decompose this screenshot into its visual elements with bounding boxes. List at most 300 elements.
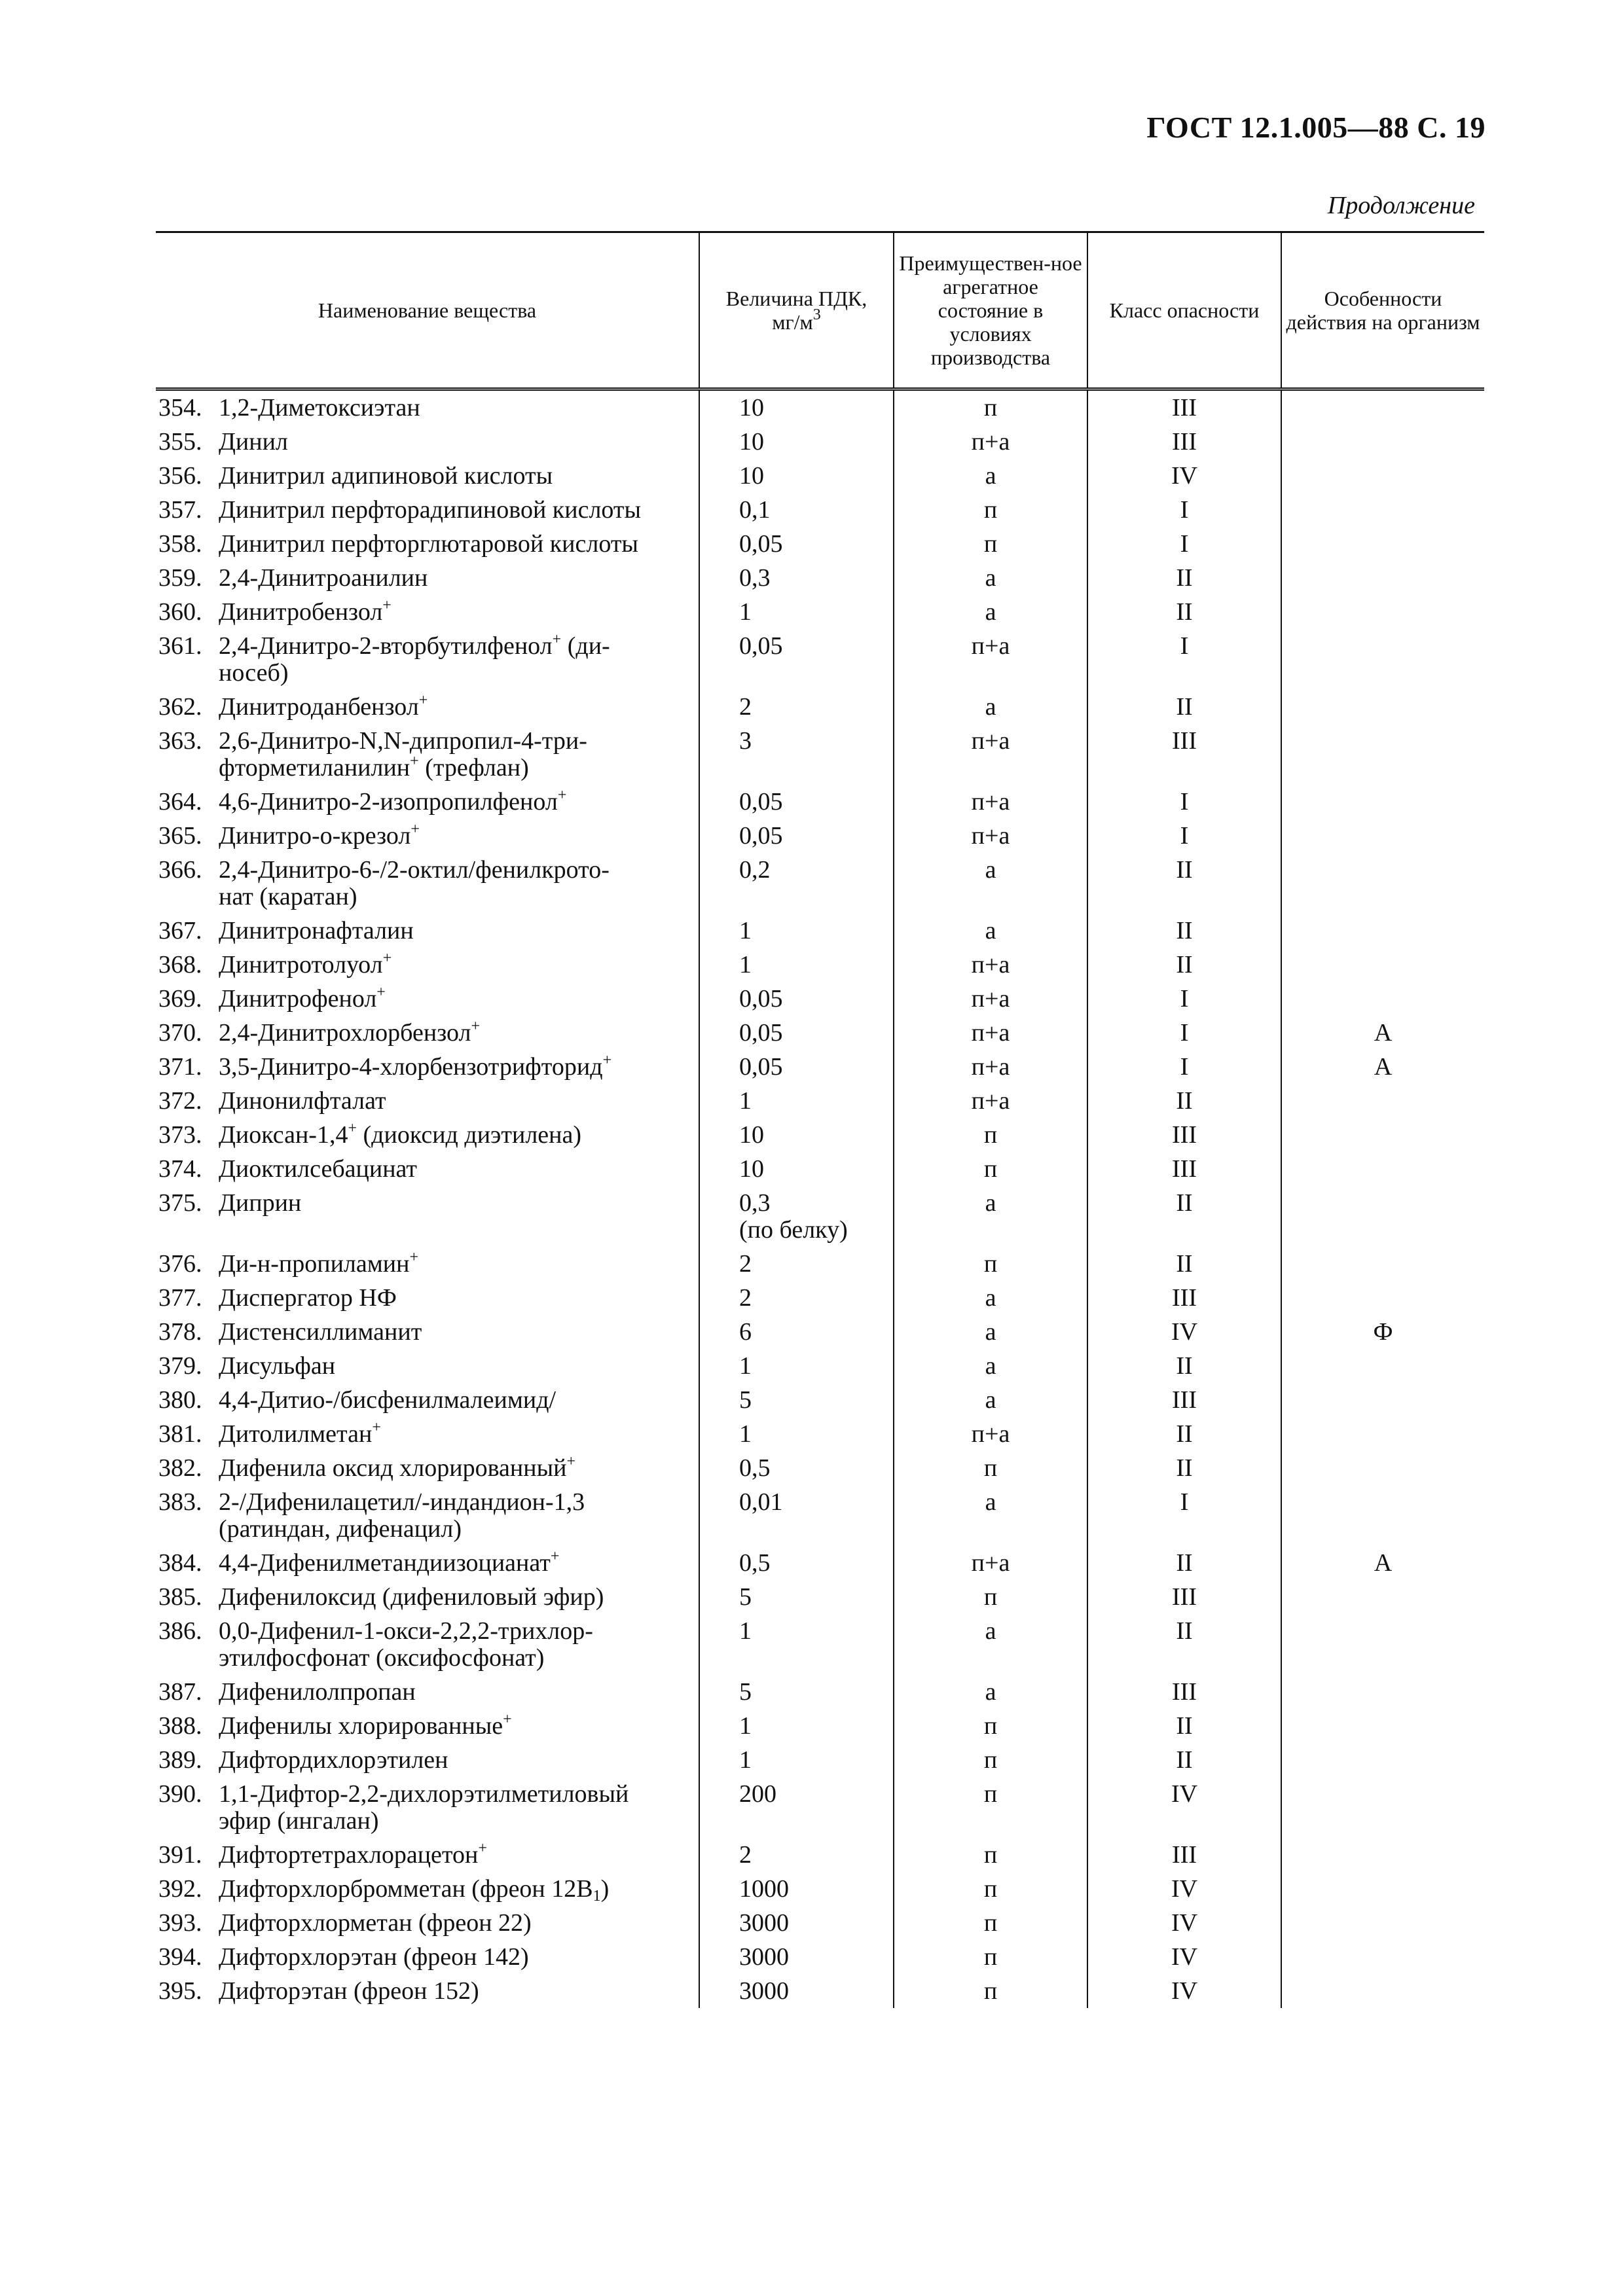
substance-name-cont bbox=[219, 884, 693, 910]
feature-cell bbox=[1281, 1580, 1484, 1614]
feature-cell: А bbox=[1281, 1016, 1484, 1050]
hazard-class-cell: IV bbox=[1087, 1974, 1281, 2008]
substance-name-text: Динитрил адипиновой кислоты bbox=[219, 462, 553, 490]
substance-name bbox=[219, 1876, 693, 1903]
row-number: 386. bbox=[158, 1617, 202, 1645]
hazard-class-cell: II bbox=[1087, 1451, 1281, 1485]
pdk-value: 10 bbox=[739, 428, 764, 456]
substance-name-text: Ди-н-пропиламин bbox=[219, 1250, 410, 1278]
state-cell: п bbox=[894, 1777, 1087, 1838]
page-header: ГОСТ 12.1.005—88 С. 19 bbox=[1146, 111, 1486, 144]
superscript: + bbox=[372, 1419, 381, 1436]
feature-cell bbox=[1281, 1383, 1484, 1417]
substance-cell bbox=[156, 1050, 699, 1084]
pdk-cell bbox=[699, 948, 894, 982]
row-number: 360. bbox=[158, 598, 202, 626]
state-cell: п bbox=[894, 1974, 1087, 2008]
table-header-row bbox=[156, 232, 1484, 389]
substance-cell bbox=[156, 1580, 699, 1614]
substance-name-text: Дитолилметан bbox=[219, 1420, 373, 1448]
hazard-class-cell: III bbox=[1087, 724, 1281, 785]
row-number: 367. bbox=[158, 917, 202, 944]
state-cell: п+а bbox=[894, 1016, 1087, 1050]
table-row bbox=[156, 1281, 1484, 1315]
col-header-name: Наименование вещества bbox=[156, 232, 699, 389]
substance-name bbox=[219, 1713, 693, 1740]
substance-name bbox=[219, 952, 693, 978]
state-cell: п bbox=[894, 1118, 1087, 1152]
state-cell: п+а bbox=[894, 425, 1087, 459]
col-header-pdk bbox=[699, 232, 894, 389]
substance-name bbox=[219, 986, 693, 1013]
table-row bbox=[156, 1777, 1484, 1838]
pdk-cell bbox=[699, 493, 894, 527]
state-cell: а bbox=[894, 1383, 1087, 1417]
substance-cell bbox=[156, 819, 699, 853]
substance-cell bbox=[156, 459, 699, 493]
hazard-class-cell: II bbox=[1087, 1614, 1281, 1675]
substance-name bbox=[219, 823, 693, 850]
table-row bbox=[156, 785, 1484, 819]
pdk-cell bbox=[699, 595, 894, 629]
substance-line bbox=[158, 565, 693, 592]
superscript: + bbox=[348, 1120, 357, 1137]
substance-line bbox=[158, 1190, 693, 1217]
state-cell: а bbox=[894, 1485, 1087, 1546]
feature-cell bbox=[1281, 1485, 1484, 1546]
table-row bbox=[156, 1838, 1484, 1872]
substance-name-text: фторметиланилин bbox=[219, 754, 410, 781]
substance-name bbox=[219, 1679, 693, 1706]
substance-line bbox=[158, 633, 693, 660]
superscript: + bbox=[410, 821, 420, 838]
state-cell: п bbox=[894, 1709, 1087, 1743]
hazard-class-cell: IV bbox=[1087, 1940, 1281, 1974]
substance-line bbox=[158, 1747, 693, 1774]
row-number: 375. bbox=[158, 1189, 202, 1217]
substance-line bbox=[158, 463, 693, 490]
substance-name-text: Дифенилоксид (дифениловый эфир) bbox=[219, 1583, 604, 1611]
pdk-cell bbox=[699, 1838, 894, 1872]
substance-name bbox=[219, 531, 693, 558]
substance-line bbox=[158, 823, 693, 850]
substance-line bbox=[158, 1285, 693, 1312]
pdk-cell bbox=[699, 1281, 894, 1315]
pdk-value: 0,2 bbox=[739, 856, 771, 884]
state-cell: п+а bbox=[894, 1050, 1087, 1084]
pdk-cell bbox=[699, 561, 894, 595]
substance-name bbox=[219, 1781, 693, 1808]
substance-cell bbox=[156, 1152, 699, 1186]
substance-cell bbox=[156, 690, 699, 724]
pdk-cell bbox=[699, 1050, 894, 1084]
substance-cell bbox=[156, 1084, 699, 1118]
pdk-value: 5 bbox=[739, 1678, 752, 1706]
substance-cell bbox=[156, 948, 699, 982]
state-cell: п bbox=[894, 1906, 1087, 1940]
table-row bbox=[156, 1016, 1484, 1050]
hazard-class-cell: III bbox=[1087, 425, 1281, 459]
table-row bbox=[156, 1315, 1484, 1349]
substance-name-text: 4,4-Дифенилметандиизоцианат bbox=[219, 1549, 551, 1577]
substance-name-suffix: (трефлан) bbox=[418, 754, 529, 781]
pdk-cell bbox=[699, 1675, 894, 1709]
substance-line bbox=[158, 1122, 693, 1149]
substance-name bbox=[219, 599, 693, 626]
row-number: 359. bbox=[158, 564, 202, 592]
pdk-cell bbox=[699, 1940, 894, 1974]
substance-name bbox=[219, 1156, 693, 1183]
pdk-value: 6 bbox=[739, 1318, 752, 1346]
substance-name-suffix: (ди- bbox=[561, 632, 610, 660]
substance-name-text: Диоктилсебацинат bbox=[219, 1155, 418, 1183]
substance-cell bbox=[156, 1247, 699, 1281]
col-header-pdk-sup: 3 bbox=[812, 306, 821, 323]
state-cell: а bbox=[894, 1315, 1087, 1349]
substance-cell bbox=[156, 561, 699, 595]
pdk-cell bbox=[699, 914, 894, 948]
substance-cell bbox=[156, 914, 699, 948]
substance-line-2 bbox=[158, 660, 693, 687]
substance-cell bbox=[156, 425, 699, 459]
feature-cell bbox=[1281, 1084, 1484, 1118]
substance-name bbox=[219, 1251, 693, 1278]
substance-line bbox=[158, 429, 693, 456]
pdk-cell bbox=[699, 1709, 894, 1743]
substance-name-text: Динитроданбензол bbox=[219, 693, 419, 721]
hazard-class-cell: II bbox=[1087, 1247, 1281, 1281]
substance-line bbox=[158, 1944, 693, 1971]
substance-cell bbox=[156, 527, 699, 561]
substance-name-text: Дифторэтан (фреон 152) bbox=[219, 1977, 479, 2005]
hazard-class-cell: IV bbox=[1087, 1777, 1281, 1838]
col-header-features: Особенности действия на организм bbox=[1281, 232, 1484, 389]
state-cell: а bbox=[894, 459, 1087, 493]
feature-cell bbox=[1281, 819, 1484, 853]
col-header-state: Преимуществен-ное агрегатное состояние в условиях производства bbox=[894, 232, 1087, 389]
hazard-class-cell: II bbox=[1087, 914, 1281, 948]
indent bbox=[158, 1645, 219, 1672]
substance-name-text: Диспергатор НФ bbox=[219, 1284, 397, 1312]
feature-cell bbox=[1281, 690, 1484, 724]
table-row bbox=[156, 1940, 1484, 1974]
substance-line bbox=[158, 1387, 693, 1414]
pdk-cell bbox=[699, 1777, 894, 1838]
superscript: + bbox=[478, 1840, 487, 1857]
substance-name bbox=[219, 1455, 693, 1482]
pdk-cell bbox=[699, 1906, 894, 1940]
pdk-cell bbox=[699, 1016, 894, 1050]
substance-line-2 bbox=[158, 1808, 693, 1835]
hazard-class-cell: I bbox=[1087, 785, 1281, 819]
superscript: + bbox=[550, 1548, 560, 1565]
hazard-class-cell: III bbox=[1087, 389, 1281, 425]
pdk-value: 0,05 bbox=[739, 985, 783, 1013]
substance-name-text: Дифторхлорбромметан (фреон 12В bbox=[219, 1875, 593, 1903]
table-row bbox=[156, 1709, 1484, 1743]
substance-name-text: нат (каратан) bbox=[219, 883, 357, 910]
pdk-value: 1 bbox=[739, 951, 752, 978]
feature-cell bbox=[1281, 1974, 1484, 2008]
row-number: 389. bbox=[158, 1746, 202, 1774]
row-number: 374. bbox=[158, 1155, 202, 1183]
feature-cell bbox=[1281, 1118, 1484, 1152]
substance-name bbox=[219, 1054, 693, 1081]
feature-cell bbox=[1281, 459, 1484, 493]
table-body bbox=[156, 389, 1484, 2009]
feature-cell bbox=[1281, 425, 1484, 459]
substance-name bbox=[219, 633, 693, 660]
hazard-class-cell: I bbox=[1087, 982, 1281, 1016]
substance-name-text: Динитротолуол bbox=[219, 951, 383, 978]
table-row bbox=[156, 1050, 1484, 1084]
substance-cell bbox=[156, 493, 699, 527]
substance-line bbox=[158, 694, 693, 721]
substance-name bbox=[219, 1319, 693, 1346]
substance-line bbox=[158, 1088, 693, 1115]
substance-name-cont bbox=[219, 660, 693, 687]
pdk-value: 0,01 bbox=[739, 1488, 783, 1516]
superscript: + bbox=[557, 787, 567, 804]
substance-name-text: 1,1-Дифтор-2,2-дихлорэтилметиловый bbox=[219, 1780, 629, 1808]
feature-cell bbox=[1281, 1417, 1484, 1451]
feature-cell bbox=[1281, 389, 1484, 425]
substance-name-cont bbox=[219, 1808, 693, 1835]
substance-cell bbox=[156, 1906, 699, 1940]
row-number: 361. bbox=[158, 632, 202, 660]
row-number: 385. bbox=[158, 1583, 202, 1611]
hazard-class-cell: III bbox=[1087, 1580, 1281, 1614]
state-cell: а bbox=[894, 1186, 1087, 1247]
pdk-value: 10 bbox=[739, 1155, 764, 1183]
pdk-value: 1 bbox=[739, 598, 752, 626]
col-header-pdk-line1: Величина ПДК, bbox=[725, 287, 867, 310]
feature-cell bbox=[1281, 1777, 1484, 1838]
hazard-class-cell: I bbox=[1087, 629, 1281, 690]
table-row bbox=[156, 1743, 1484, 1777]
pdk-value: 1 bbox=[739, 1087, 752, 1115]
hazard-class-cell: I bbox=[1087, 1050, 1281, 1084]
table-row bbox=[156, 425, 1484, 459]
substance-cell bbox=[156, 785, 699, 819]
superscript: + bbox=[382, 597, 392, 614]
row-number: 368. bbox=[158, 951, 202, 978]
feature-cell bbox=[1281, 853, 1484, 914]
substance-name bbox=[219, 1944, 693, 1971]
table-row bbox=[156, 527, 1484, 561]
state-cell: а bbox=[894, 914, 1087, 948]
feature-cell bbox=[1281, 1675, 1484, 1709]
substance-cell bbox=[156, 1675, 699, 1709]
substance-name-text: Динитронафталин bbox=[219, 917, 414, 944]
pdk-cell bbox=[699, 1743, 894, 1777]
substance-name-text: Дифтордихлорэтилен bbox=[219, 1746, 448, 1774]
substance-cell bbox=[156, 1872, 699, 1906]
pdk-cell bbox=[699, 724, 894, 785]
row-number: 388. bbox=[158, 1712, 202, 1740]
state-cell: а bbox=[894, 561, 1087, 595]
pdk-value: 2 bbox=[739, 1250, 752, 1278]
continuation-label: Продолжение bbox=[1327, 192, 1475, 219]
substance-cell bbox=[156, 1315, 699, 1349]
state-cell: а bbox=[894, 1614, 1087, 1675]
feature-cell bbox=[1281, 982, 1484, 1016]
substance-line bbox=[158, 918, 693, 944]
substance-name bbox=[219, 1122, 693, 1149]
pdk-cell bbox=[699, 459, 894, 493]
feature-cell bbox=[1281, 527, 1484, 561]
substance-name bbox=[219, 1489, 693, 1516]
pdk-value: 1 bbox=[739, 1352, 752, 1380]
substance-cell bbox=[156, 982, 699, 1016]
substance-line bbox=[158, 1876, 693, 1903]
superscript: + bbox=[409, 1249, 419, 1266]
state-cell: п+а bbox=[894, 629, 1087, 690]
substance-name-text: Динил bbox=[219, 428, 288, 456]
pdk-note: (по белку) bbox=[739, 1216, 848, 1244]
substance-line bbox=[158, 1910, 693, 1937]
pdk-cell bbox=[699, 1485, 894, 1546]
hazard-class-cell: II bbox=[1087, 948, 1281, 982]
substance-cell bbox=[156, 1281, 699, 1315]
substance-cell bbox=[156, 1940, 699, 1974]
pdk-value: 10 bbox=[739, 462, 764, 490]
pdk-value: 0,5 bbox=[739, 1454, 771, 1482]
pdk-value: 0,1 bbox=[739, 496, 771, 524]
subscript: 1 bbox=[593, 1888, 601, 1905]
feature-cell bbox=[1281, 1247, 1484, 1281]
table-row bbox=[156, 1152, 1484, 1186]
pdk-value: 1000 bbox=[739, 1875, 789, 1903]
table-row bbox=[156, 1186, 1484, 1247]
substance-cell bbox=[156, 1383, 699, 1417]
substance-line-2 bbox=[158, 755, 693, 781]
pdk-value: 10 bbox=[739, 394, 764, 422]
substance-cell bbox=[156, 1016, 699, 1050]
substance-name bbox=[219, 1618, 693, 1645]
pdk-value: 5 bbox=[739, 1583, 752, 1611]
pdk-value: 1 bbox=[739, 1420, 752, 1448]
substance-name bbox=[219, 1088, 693, 1115]
table-row bbox=[156, 819, 1484, 853]
substance-name-text: носеб) bbox=[219, 659, 289, 687]
state-cell: а bbox=[894, 1349, 1087, 1383]
feature-cell bbox=[1281, 1838, 1484, 1872]
table-row bbox=[156, 389, 1484, 425]
table-row bbox=[156, 459, 1484, 493]
substance-line bbox=[158, 1455, 693, 1482]
substance-name bbox=[219, 1842, 693, 1869]
table-row bbox=[156, 1383, 1484, 1417]
pdk-value: 2 bbox=[739, 1841, 752, 1869]
substance-name bbox=[219, 1190, 693, 1217]
feature-cell bbox=[1281, 1281, 1484, 1315]
row-number: 369. bbox=[158, 985, 202, 1013]
pdk-value: 2 bbox=[739, 693, 752, 721]
table-row bbox=[156, 1580, 1484, 1614]
row-number: 364. bbox=[158, 788, 202, 816]
pdk-cell bbox=[699, 389, 894, 425]
substance-line bbox=[158, 1978, 693, 2005]
hazard-class-cell: III bbox=[1087, 1281, 1281, 1315]
pdk-value: 2 bbox=[739, 1284, 752, 1312]
superscript: + bbox=[382, 950, 392, 967]
state-cell: п bbox=[894, 1247, 1087, 1281]
substance-line bbox=[158, 1584, 693, 1611]
substance-name-text: Динитрил перфторглютаровой кислоты bbox=[219, 530, 638, 558]
substance-name-text: 2,4-Динитроанилин bbox=[219, 564, 428, 592]
substance-line bbox=[158, 1618, 693, 1645]
substance-cell bbox=[156, 1417, 699, 1451]
row-number: 372. bbox=[158, 1087, 202, 1115]
substance-line bbox=[158, 1550, 693, 1577]
substance-name-text: 0,0-Дифенил-1-окси-2,2,2-трихлор- bbox=[219, 1617, 593, 1645]
superscript: + bbox=[418, 692, 428, 709]
table-row bbox=[156, 1247, 1484, 1281]
substance-name-text: Динитрофенол bbox=[219, 985, 377, 1013]
pdk-value: 1 bbox=[739, 1712, 752, 1740]
substance-name-text: Диприн bbox=[219, 1189, 302, 1217]
hazard-class-cell: II bbox=[1087, 1186, 1281, 1247]
hazard-class-cell: II bbox=[1087, 853, 1281, 914]
feature-cell bbox=[1281, 1743, 1484, 1777]
table-row bbox=[156, 1084, 1484, 1118]
row-number: 355. bbox=[158, 428, 202, 456]
substance-line bbox=[158, 857, 693, 884]
substance-name-suffix: (диоксид диэтилена) bbox=[357, 1121, 581, 1149]
hazard-class-cell: II bbox=[1087, 1084, 1281, 1118]
substance-line bbox=[158, 1251, 693, 1278]
substance-line bbox=[158, 497, 693, 524]
hazard-class-cell: I bbox=[1087, 1485, 1281, 1546]
hazard-class-cell: II bbox=[1087, 1349, 1281, 1383]
pdk-cell bbox=[699, 1546, 894, 1580]
hazard-class-cell: III bbox=[1087, 1152, 1281, 1186]
pdk-cell bbox=[699, 1974, 894, 2008]
substance-name-text: Дифенилы хлорированные bbox=[219, 1712, 503, 1740]
table-row bbox=[156, 1675, 1484, 1709]
substance-line bbox=[158, 1421, 693, 1448]
substance-name-text: Дифенила оксид хлорированный bbox=[219, 1454, 567, 1482]
feature-cell bbox=[1281, 1614, 1484, 1675]
col-header-class: Класс опасности bbox=[1087, 232, 1281, 389]
substance-name-text: 2,4-Динитро-2-вторбутилфенол bbox=[219, 632, 553, 660]
pdk-value: 1 bbox=[739, 917, 752, 944]
row-number: 356. bbox=[158, 462, 202, 490]
state-cell: п+а bbox=[894, 785, 1087, 819]
substance-cell bbox=[156, 853, 699, 914]
substance-name bbox=[219, 565, 693, 592]
substance-name-suffix: ) bbox=[600, 1875, 610, 1903]
indent bbox=[158, 884, 219, 910]
pdk-cell bbox=[699, 527, 894, 561]
indent bbox=[158, 660, 219, 687]
table-row bbox=[156, 561, 1484, 595]
substance-name bbox=[219, 1910, 693, 1937]
superscript: + bbox=[566, 1453, 575, 1470]
substance-name-text: Дистенсиллиманит bbox=[219, 1318, 422, 1346]
substance-name bbox=[219, 463, 693, 490]
pdk-cell bbox=[699, 982, 894, 1016]
pdk-value: 0,5 bbox=[739, 1549, 771, 1577]
indent bbox=[158, 1516, 219, 1543]
state-cell: а bbox=[894, 690, 1087, 724]
substance-name bbox=[219, 497, 693, 524]
substance-line bbox=[158, 789, 693, 816]
pdk-cell bbox=[699, 1152, 894, 1186]
substance-name-text: 2,4-Динитрохлорбензол bbox=[219, 1019, 471, 1047]
pdk-value: 0,3 bbox=[739, 1189, 771, 1217]
